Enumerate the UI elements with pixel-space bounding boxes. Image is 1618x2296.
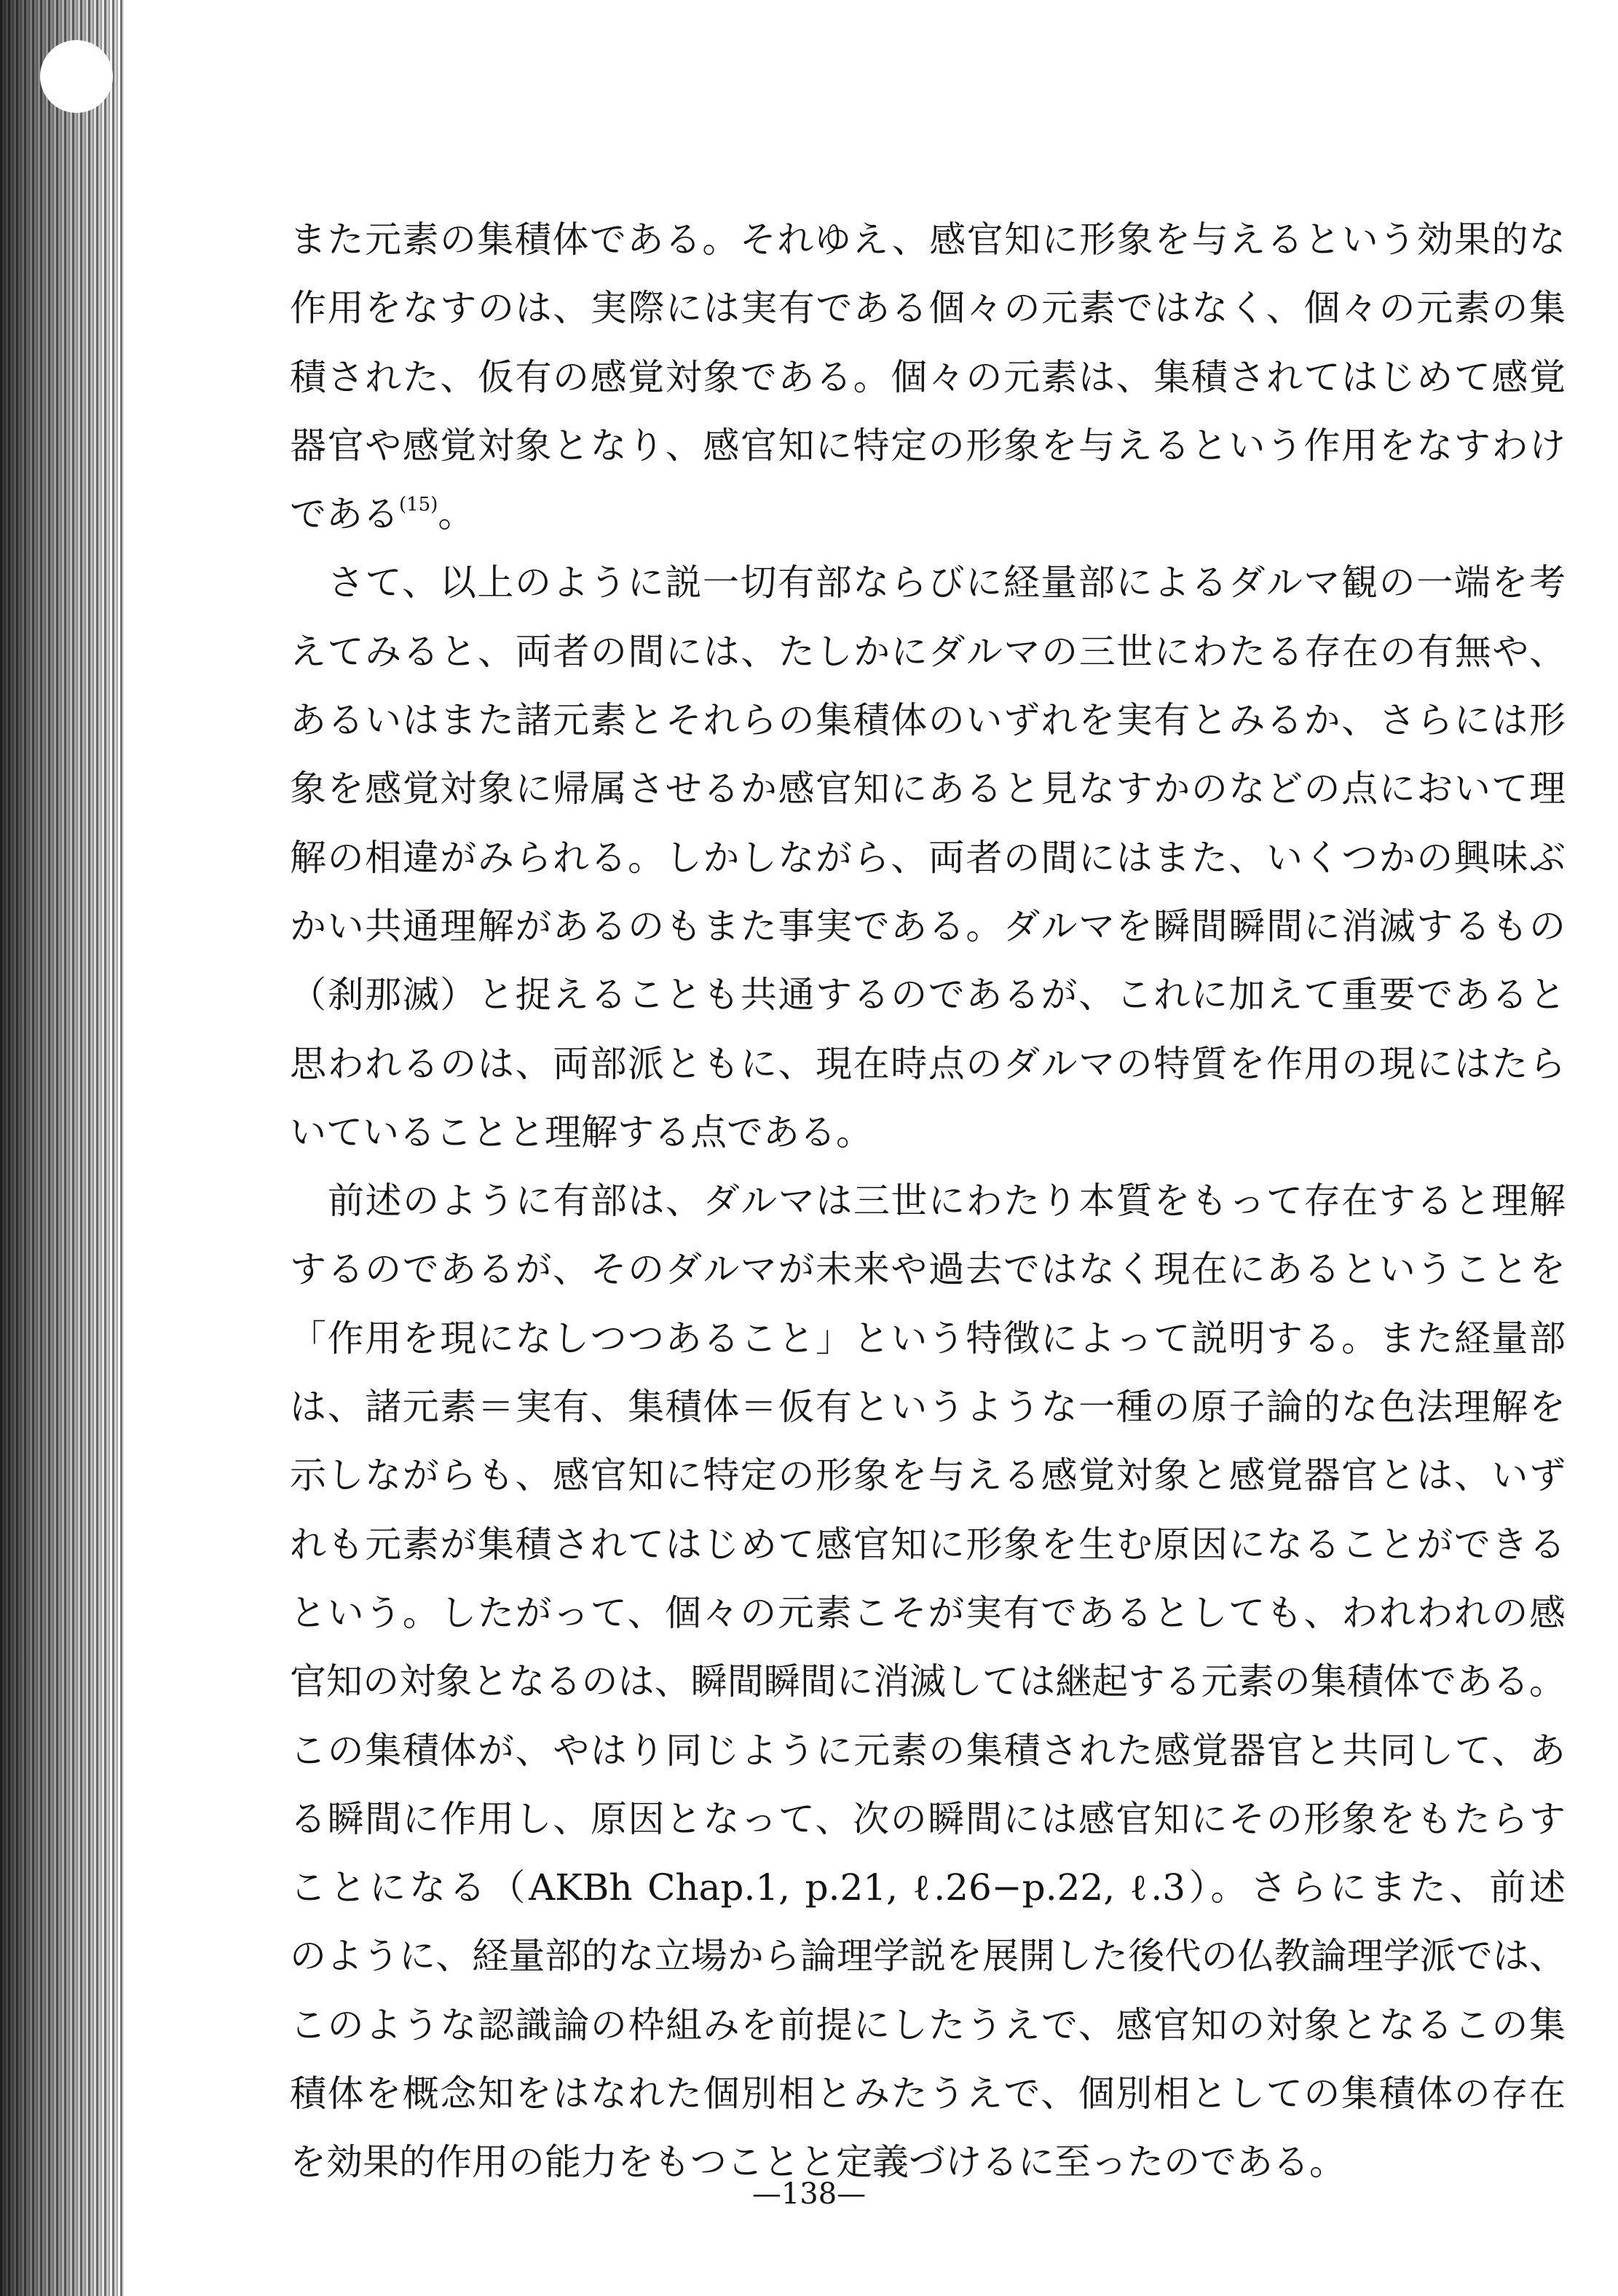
scan-binding-shadow — [0, 0, 124, 2296]
text-line: は、諸元素＝実有、集積体＝仮有というような一種の原子論的な色法理解を — [290, 1386, 1566, 1429]
text-line: 作用をなすのは、実際には実有である個々の元素ではなく、個々の元素の集 — [290, 287, 1566, 330]
punch-hole — [40, 40, 113, 113]
text-line: 象を感覚対象に帰属させるか感官知にあると見なすかのなどの点において理 — [290, 768, 1566, 810]
text-line: この集積体が、やはり同じように元素の集積された感覚器官と共同して、あ — [290, 1729, 1566, 1772]
text-line: のように、経量部的な立場から論理学説を展開した後代の仏教論理学派では、 — [290, 1935, 1566, 1978]
text-line: る瞬間に作用し、原因となって、次の瞬間には感官知にその形象をもたらす — [290, 1797, 1566, 1840]
text-line: 示しながらも、感官知に特定の形象を与える感覚対象と感覚器官とは、いず — [290, 1454, 1566, 1497]
text-line: （刹那滅）と捉えることも共通するのであるが、これに加えて重要であると — [290, 974, 1566, 1017]
text-line: 積された、仮有の感覚対象である。個々の元素は、集積されてはじめて感覚 — [290, 355, 1566, 398]
text-line: いていることと理解する点である。 — [290, 1110, 872, 1153]
text-line — [290, 480, 1566, 548]
text-line: 解の相違がみられる。しかしながら、両者の間にはまた、いくつかの興味ぶ — [290, 836, 1566, 879]
text-line: このような認識論の枠組みを前提にしたうえで、感官知の対象となるこの集 — [290, 2003, 1566, 2046]
text-line: を効果的作用の能力をもつことと定義づけるに至ったのである。 — [290, 2141, 1346, 2184]
text-line: さて、以上のように説一切有部ならびに経量部によるダルマ観の一端を考 — [328, 561, 1566, 604]
text-line: 積体を概念知をはなれた個別相とみたうえで、個別相としての集積体の存在 — [290, 2072, 1566, 2115]
text-line: するのであるが、そのダルマが未来や過去ではなく現在にあるということを — [290, 1248, 1566, 1291]
text-line: 「作用を現になしつつあること」という特徴によって説明する。また経量部 — [290, 1317, 1566, 1360]
text-fragment: 。 — [438, 493, 475, 536]
text-line: また元素の集積体である。それゆえ、感官知に形象を与えるという効果的な — [290, 218, 1566, 261]
text-line: 思われるのは、両部派ともに、現在時点のダルマの特質を作用の現にはたら — [290, 1042, 1566, 1085]
text-line: ことになる（AKBh Chap.1, p.21, ℓ.26−p.22, ℓ.3）。さらにまた、前述 — [290, 1866, 1566, 1909]
text-fragment: である — [290, 493, 399, 536]
page-number: —138— — [751, 2177, 867, 2211]
text-line: 前述のように有部は、ダルマは三世にわたり本質をもって存在すると理解 — [328, 1180, 1566, 1223]
text-line: かい共通理解があるのもまた事実である。ダルマを瞬間瞬間に消滅するもの — [290, 904, 1566, 947]
text-line: という。したがって、個々の元素こそが実有であるとしても、われわれの感 — [290, 1591, 1566, 1634]
text-line: 官知の対象となるのは、瞬間瞬間に消滅しては継起する元素の集積体である。 — [290, 1660, 1566, 1703]
footnote-reference: (15) — [399, 494, 438, 516]
text-line: れも元素が集積されてはじめて感官知に形象を生む原因になることができる — [290, 1523, 1566, 1566]
body-text — [290, 205, 1566, 2197]
text-line: あるいはまた諸元素とそれらの集積体のいずれを実有とみるか、さらには形 — [290, 699, 1566, 742]
text-line: えてみると、両者の間には、たしかにダルマの三世にわたる存在の有無や、 — [290, 630, 1566, 673]
text-line: 器官や感覚対象となり、感官知に特定の形象を与えるという作用をなすわけ — [290, 424, 1566, 467]
